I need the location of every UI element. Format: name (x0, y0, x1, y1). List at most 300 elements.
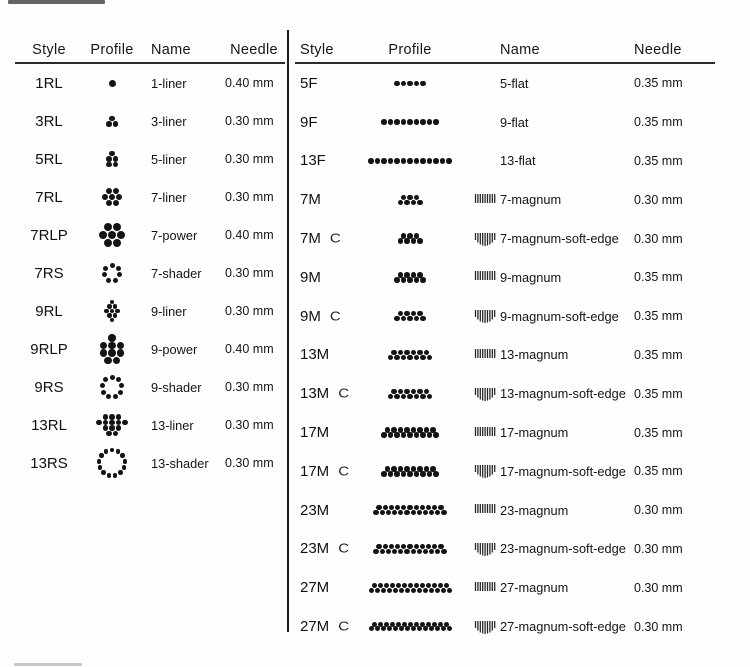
taper-soft-edge-icon (473, 308, 497, 324)
needle-point-dot (110, 263, 115, 268)
style-label: 9F (300, 113, 318, 131)
needle-point-dot (401, 432, 407, 438)
needle-point-dot (394, 394, 400, 400)
needle-point-dot (417, 549, 422, 554)
needle-point-dot (387, 588, 392, 593)
taper-cell (470, 386, 500, 402)
needle-profile-dots (368, 583, 452, 594)
needle-point-dot (388, 432, 394, 438)
needle-diameter-cell: 0.30 mm (634, 231, 683, 246)
style-cell (295, 346, 350, 363)
taper-cell (470, 269, 500, 285)
taper-straight-icon (473, 347, 497, 363)
needle-point-dot (405, 588, 410, 593)
needle-point-dot (393, 626, 398, 631)
needle-point-dot (440, 158, 446, 164)
needle-point-dot (401, 355, 407, 361)
needle-point-dot (420, 432, 426, 438)
column-header-name: Name (151, 42, 191, 58)
needle-point-dot (113, 162, 119, 168)
needle-point-dot (106, 162, 112, 168)
needle-point-dot (97, 459, 102, 464)
needle-profile-dots (373, 505, 447, 516)
needle-point-dot (109, 80, 116, 87)
soft-edge-curve-mark: C (329, 308, 341, 324)
needle-point-dot (113, 200, 119, 206)
profile-cell (350, 233, 470, 245)
table-row (15, 178, 285, 216)
needle-point-dot (103, 266, 108, 271)
needle-point-dot (407, 316, 413, 322)
name-cell: 7-magnum (500, 192, 562, 208)
needle-point-dot (375, 626, 380, 631)
style-cell (295, 502, 350, 519)
name-cell: 1-liner (151, 75, 187, 91)
taper-straight-icon (473, 425, 497, 441)
table-row (295, 607, 715, 646)
needle-profile-dots (394, 272, 427, 284)
column-header-style: Style (32, 42, 66, 58)
needle-point-dot (420, 316, 426, 322)
needle-point-dot (106, 431, 112, 437)
table-row (295, 142, 715, 181)
table-row (295, 491, 715, 530)
style-cell (295, 152, 350, 169)
needle-point-dot (417, 588, 422, 593)
style-cell (295, 463, 350, 480)
needle-point-dot (411, 200, 417, 206)
profile-cell (83, 447, 141, 480)
taper-soft-edge-icon (473, 463, 497, 479)
profile-cell (350, 80, 470, 87)
needle-point-dot (447, 588, 452, 593)
needle-point-dot (388, 158, 394, 164)
name-cell: 5-liner (151, 151, 187, 167)
table-row (295, 64, 715, 103)
name-cell: 27-magnum (500, 580, 569, 596)
name-cell: 23-magnum-soft-edge (500, 541, 626, 557)
needle-diameter-cell: 0.30 mm (225, 266, 274, 280)
soft-edge-curve-mark: C (338, 541, 350, 557)
needle-point-dot (380, 510, 385, 515)
taper-cell (470, 502, 500, 518)
needle-point-dot (388, 119, 394, 125)
table-row (295, 568, 715, 607)
needle-profile-dots (387, 349, 433, 361)
needle-diameter-cell: 0.30 mm (634, 541, 683, 556)
needle-point-dot (386, 549, 391, 554)
needle-point-dot (407, 158, 413, 164)
style-cell (15, 303, 83, 320)
needle-point-dot (123, 459, 128, 464)
needle-point-dot (435, 626, 440, 631)
needle-point-dot (387, 626, 392, 631)
style-cell (295, 424, 350, 441)
needle-profile-dots (96, 414, 129, 437)
style-cell (15, 189, 83, 206)
style-cell (295, 308, 350, 325)
needle-diameter-cell: 0.30 mm (634, 192, 683, 207)
needle-point-dot (381, 119, 387, 125)
needle-point-dot (433, 432, 439, 438)
table-row (295, 374, 715, 413)
needle-point-dot (375, 158, 381, 164)
taper-cell (470, 580, 500, 596)
needle-point-dot (392, 510, 397, 515)
profile-cell (83, 299, 141, 323)
name-cell: 13-liner (151, 417, 194, 433)
needle-point-dot (414, 119, 420, 125)
taper-soft-edge-icon (473, 231, 497, 247)
style-cell (295, 230, 350, 247)
table-row (15, 64, 285, 102)
needle-diameter-cell: 0.30 mm (225, 418, 274, 432)
profile-cell (83, 188, 141, 207)
scan-artifact-bottom (14, 663, 82, 666)
needle-diameter-cell: 0.30 mm (225, 114, 274, 128)
needle-point-dot (394, 277, 400, 283)
table-row (15, 102, 285, 140)
needle-point-dot (368, 158, 374, 164)
needle-point-dot (381, 471, 387, 477)
needle-point-dot (401, 316, 407, 322)
needle-point-dot (411, 549, 416, 554)
needle-point-dot (404, 200, 410, 206)
profile-cell (83, 223, 141, 248)
needle-point-dot (381, 588, 386, 593)
profile-cell (350, 310, 470, 322)
needle-point-dot (113, 357, 121, 365)
profile-cell (350, 158, 470, 165)
taper-cell (470, 541, 500, 557)
needle-point-dot (414, 158, 420, 164)
needle-point-dot (417, 626, 422, 631)
name-cell: 3-liner (151, 113, 187, 129)
style-cell (15, 455, 83, 472)
needle-diameter-cell: 0.30 mm (634, 503, 683, 518)
table-row (295, 180, 715, 219)
needle-point-dot (369, 626, 374, 631)
needle-point-dot (388, 355, 394, 361)
style-label: 13F (300, 152, 326, 170)
needle-point-dot (414, 471, 420, 477)
needle-profile-dots (397, 233, 423, 245)
needle-diameter-cell: 0.30 mm (225, 152, 274, 166)
needle-point-dot (433, 158, 439, 164)
needle-point-dot (420, 119, 426, 125)
table-row (295, 336, 715, 375)
needle-point-dot (119, 383, 124, 388)
needle-point-dot (435, 588, 440, 593)
table-row (15, 140, 285, 178)
needle-point-dot (427, 394, 433, 400)
style-cell (15, 265, 83, 282)
needle-point-dot (104, 239, 112, 247)
style-cell (295, 75, 350, 92)
name-cell: 5-flat (500, 75, 529, 91)
needle-point-dot (407, 355, 413, 361)
needle-point-dot (417, 238, 423, 244)
needle-point-dot (407, 394, 413, 400)
needle-profile-dots (104, 299, 121, 323)
needle-point-dot (423, 588, 428, 593)
needle-point-dot (398, 549, 403, 554)
taper-soft-edge-icon (473, 541, 497, 557)
name-cell: 9-flat (500, 114, 529, 130)
needle-profile-dots (102, 188, 123, 207)
table-row (295, 530, 715, 569)
needle-point-dot (401, 471, 407, 477)
needle-point-dot (122, 465, 127, 470)
needle-point-dot (388, 394, 394, 400)
name-cell: 9-magnum-soft-edge (500, 308, 619, 324)
needle-diameter-cell: 0.30 mm (225, 304, 274, 318)
needle-diameter-cell: 0.30 mm (634, 619, 683, 634)
needle-point-dot (429, 626, 434, 631)
needle-point-dot (398, 200, 404, 206)
taper-straight-icon (473, 502, 497, 518)
needle-point-dot (106, 394, 111, 399)
column-header-style: Style (300, 42, 334, 58)
column-header-needle: Needle (634, 42, 682, 58)
needle-profile-dots (106, 115, 119, 127)
needle-point-dot (414, 277, 420, 283)
table-row (15, 444, 285, 482)
needle-point-dot (420, 471, 426, 477)
taper-cell (470, 463, 500, 479)
needle-point-dot (407, 277, 413, 283)
taper-straight-icon (473, 580, 497, 596)
left-table-header (15, 36, 285, 64)
needle-point-dot (122, 420, 128, 426)
name-cell: 9-liner (151, 303, 187, 319)
name-cell: 13-magnum-soft-edge (500, 386, 626, 402)
soft-edge-curve-mark: C (338, 463, 350, 479)
needle-point-dot (106, 121, 112, 127)
needle-diameter-cell: 0.35 mm (634, 386, 683, 401)
needle-point-dot (429, 549, 434, 554)
left-table-body (15, 64, 285, 482)
needle-profile-dots (394, 310, 427, 322)
profile-cell (350, 388, 470, 400)
name-cell: 17-magnum (500, 425, 569, 441)
table-row (295, 297, 715, 336)
needle-point-dot (414, 432, 420, 438)
needle-point-dot (100, 383, 105, 388)
needle-point-dot (392, 549, 397, 554)
needle-point-dot (375, 588, 380, 593)
style-label: 1RL (35, 74, 63, 92)
needle-point-dot (118, 470, 123, 475)
needle-point-dot (420, 355, 426, 361)
style-label: 13M (300, 385, 330, 403)
needle-profile-dots (101, 262, 124, 285)
needle-profile-dots (397, 194, 423, 206)
style-label: 23M (300, 540, 330, 558)
needle-point-dot (394, 316, 400, 322)
soft-edge-curve-mark: C (338, 386, 350, 402)
name-cell: 27-magnum-soft-edge (500, 619, 626, 635)
needle-point-dot (103, 377, 108, 382)
needle-diameter-cell: 0.35 mm (634, 153, 683, 168)
needle-point-dot (120, 453, 125, 458)
taper-straight-icon (473, 192, 497, 208)
needle-point-dot (107, 473, 112, 478)
needle-point-dot (417, 200, 423, 206)
profile-cell (83, 414, 141, 437)
style-label: 27M (300, 579, 330, 597)
right-table-body (295, 64, 715, 646)
needle-point-dot (401, 81, 407, 87)
needle-point-dot (407, 471, 413, 477)
style-cell (295, 579, 350, 596)
needle-point-dot (435, 549, 440, 554)
name-cell: 9-power (151, 341, 198, 357)
needle-point-dot (441, 510, 446, 515)
profile-cell (350, 272, 470, 284)
style-cell (15, 341, 83, 358)
scan-artifact-top (8, 0, 105, 4)
needle-diameter-cell: 0.35 mm (634, 309, 683, 324)
needle-point-dot (429, 588, 434, 593)
needle-point-dot (101, 390, 106, 395)
needle-point-dot (394, 119, 400, 125)
table-row (15, 254, 285, 292)
needle-point-dot (113, 121, 119, 127)
profile-cell (350, 544, 470, 555)
needle-point-dot (381, 432, 387, 438)
taper-cell (470, 192, 500, 208)
profile-cell (83, 262, 141, 285)
column-header-name: Name (500, 42, 540, 58)
needle-point-dot (417, 510, 422, 515)
needle-point-dot (427, 471, 433, 477)
needle-point-dot (104, 357, 112, 365)
needle-point-dot (411, 588, 416, 593)
style-cell (15, 151, 83, 168)
needle-profile-dots (381, 427, 440, 439)
style-cell (15, 75, 83, 92)
needle-diameter-cell: 0.30 mm (634, 580, 683, 595)
needle-point-dot (394, 432, 400, 438)
needle-point-dot (102, 272, 107, 277)
needle-point-dot (373, 549, 378, 554)
name-cell: 13-magnum (500, 347, 569, 363)
needle-profile-dots (96, 447, 129, 480)
style-label: 5RL (35, 150, 63, 168)
needle-point-dot (414, 316, 420, 322)
needle-point-dot (407, 432, 413, 438)
taper-cell (470, 347, 500, 363)
profile-cell (83, 150, 141, 168)
name-cell: 7-shader (151, 265, 202, 281)
needle-profile-dots (106, 150, 119, 168)
needle-point-dot (380, 549, 385, 554)
profile-cell (83, 79, 141, 87)
needle-diameter-cell: 0.35 mm (634, 115, 683, 130)
needle-point-dot (113, 278, 118, 283)
needle-point-dot (401, 119, 407, 125)
needle-point-dot (404, 510, 409, 515)
needle-profile-dots (394, 80, 427, 87)
needle-diameter-cell: 0.35 mm (634, 425, 683, 440)
needle-profile-dots (99, 334, 125, 365)
table-row (295, 452, 715, 491)
needle-point-dot (441, 588, 446, 593)
style-label: 9M (300, 307, 321, 325)
needle-point-dot (394, 81, 400, 87)
name-cell: 7-magnum-soft-edge (500, 231, 619, 247)
needle-point-dot (414, 81, 420, 87)
style-cell (295, 114, 350, 131)
needle-diameter-cell: 0.30 mm (225, 380, 274, 394)
needle-point-dot (388, 471, 394, 477)
needle-point-dot (113, 239, 121, 247)
right-table-flat-magnum-needles (295, 36, 715, 646)
style-cell (15, 227, 83, 244)
needle-point-dot (381, 158, 387, 164)
style-cell (15, 417, 83, 434)
needle-point-dot (433, 471, 439, 477)
left-table-round-needles (15, 36, 285, 482)
needle-point-dot (399, 588, 404, 593)
needle-profile-dots (99, 374, 126, 401)
needle-point-dot (101, 470, 106, 475)
table-divider (287, 30, 289, 632)
style-label: 9M (300, 268, 321, 286)
style-cell (295, 618, 350, 635)
needle-point-dot (447, 626, 452, 631)
needle-point-dot (398, 510, 403, 515)
needle-point-dot (441, 549, 446, 554)
style-cell (15, 379, 83, 396)
profile-cell (350, 505, 470, 516)
needle-point-dot (99, 453, 104, 458)
style-label: 13RS (30, 454, 68, 472)
taper-soft-edge-icon (473, 619, 497, 635)
table-row (15, 216, 285, 254)
style-label: 7RS (34, 264, 64, 282)
profile-cell (83, 334, 141, 365)
style-label: 9RL (35, 302, 63, 320)
needle-profile-dots (381, 466, 440, 478)
needle-point-dot (116, 266, 121, 271)
needle-point-dot (373, 510, 378, 515)
style-label: 9RLP (30, 340, 68, 358)
needle-point-dot (411, 626, 416, 631)
needle-point-dot (401, 277, 407, 283)
needle-diameter-cell: 0.30 mm (225, 190, 274, 204)
needle-point-dot (104, 449, 109, 454)
style-label: 23M (300, 501, 330, 519)
needle-point-dot (369, 588, 374, 593)
needle-point-dot (394, 471, 400, 477)
needle-point-dot (106, 200, 112, 206)
needle-diameter-cell: 0.40 mm (225, 76, 274, 90)
style-label: 7RL (35, 188, 63, 206)
needle-profile-dots (387, 388, 433, 400)
profile-cell (350, 583, 470, 594)
style-label: 17M (300, 424, 330, 442)
style-label: 13M (300, 346, 330, 364)
needle-point-dot (110, 375, 115, 380)
table-row (295, 219, 715, 258)
needle-point-dot (411, 238, 417, 244)
needle-point-dot (420, 81, 426, 87)
needle-point-dot (398, 238, 404, 244)
taper-soft-edge-icon (473, 386, 497, 402)
needle-point-dot (381, 626, 386, 631)
